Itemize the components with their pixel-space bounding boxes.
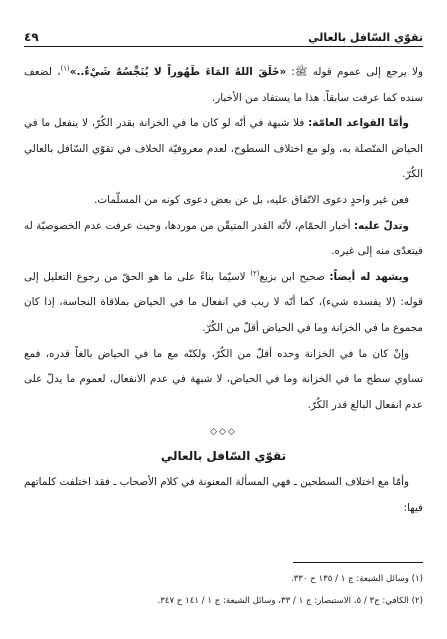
footnote-ref-1[interactable]: (١)	[60, 64, 70, 73]
p2-rest: فلا شبهة في أنّه لو كان ما في الخزانة بقدر الكُرّ، لا ينفعل ما في الحياض المتّصلة به، ولو مع اختلاف السطوح، لعدم معروفيّة الخلاف في تقوّي السّافل بالعالي الكُرّ.	[24, 117, 423, 181]
footnotes	[24, 568, 423, 612]
section-heading: تقوّي السّافل بالعالي	[160, 449, 287, 464]
section-separator: ◇◇◇	[210, 427, 237, 438]
footnote-rule	[293, 562, 423, 563]
p1-rest: ، لضعف سنده كما عرفت سابقاً. هذا ما يستفاد من الأخبار.	[24, 66, 423, 104]
p5-rest: لاسيّما بناءً على ما هو الحقّ من رجوع التعليل إلى قوله: (لا يفسده شيء)، كما أنّه لا ريب في انفعال ما في الحياض بملاقاة النجاسة، إذا كان مجموع ما في الخزانة وما في الحياض أقلّ من الكُرّ.	[24, 270, 423, 334]
footnote-ref-2[interactable]: (٢)	[250, 269, 260, 278]
paragraph-3: فعن غير واحدٍ دعوى الاتّفاق عليه، بل عن بعض دعوى كونه من المسلّمات.	[94, 193, 409, 206]
body-text	[24, 60, 423, 522]
paragraph-4	[24, 214, 423, 265]
footnote-2: (٢) الكافي: ج٣ / ٥، الاستبصار: ج ١ / ٣٣، وسائل الشيعة: ج ١ / ١٤١ ح ٣٤٧.	[157, 596, 423, 606]
footnote-1: (١) وسائل الشيعة: ج ١ / ١٣٥ ح ٣٣٠.	[290, 574, 423, 584]
hadith-quote: «خَلَقَ اللهُ المَاءَ طَهُوراً لا يُنَجِّسُهُ شَيْءٌ..»	[69, 66, 287, 78]
p4-lead: وتدلّ عليه:	[353, 219, 409, 232]
header-rule	[24, 46, 423, 47]
running-title: تقوّي السّافل بالعالي	[308, 31, 423, 44]
p5-lead: ويشهد له أيضاً:	[329, 270, 409, 283]
paragraph-6: وإنْ كان ما في الخزانة وحده أقلّ من الكُرّ، ولكنّه مع ما في الحياض بالغاً قدره، فمع تساوي سطح ما في الخزانة وما في الحياض، لا شبهة في عدم الانفعال، لعموم ما يدلّ على عدم انفعال البالغ قدر الكُرّ.	[24, 347, 423, 411]
paragraph-2	[24, 111, 423, 188]
page-header	[24, 26, 423, 44]
paragraph-1	[24, 60, 423, 111]
paragraph-5	[24, 265, 423, 342]
p1-lead: ولا يرجع إلى عموم قوله ﷺ:	[286, 66, 423, 78]
p2-lead: وأمّا القواعد العامّة:	[308, 117, 409, 130]
page-number: ٤٩	[24, 30, 39, 44]
p5-mid: صحيح ابن بزيع	[259, 270, 330, 283]
paragraph-7: وأمّا مع اختلاف السطحين ـ فهي المسألة المعنونة في كلام الأصحاب ـ فقد اختلفت كلماتهم فيها:	[24, 476, 423, 514]
p4-rest: أخبار الحمّام، لأنّه القدر المتيقّن من موردها، وحيث عرفت عدم الخصوصيّة له فيتعدّى منه إلى غيره.	[24, 219, 423, 258]
